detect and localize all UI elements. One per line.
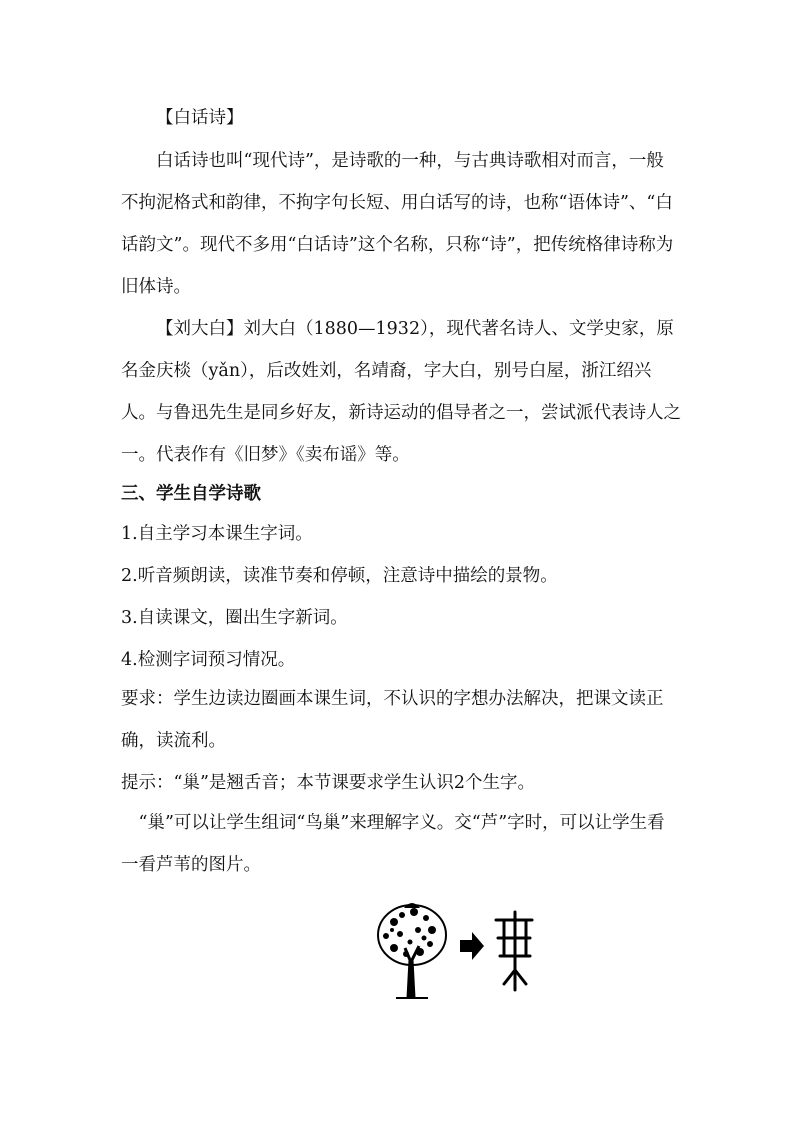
heading-baihua: 【白话诗】 [156, 108, 244, 128]
ancient-chao-glyph [496, 912, 532, 990]
arrow-right-icon [460, 932, 484, 960]
paragraph-liudabai [121, 308, 681, 476]
section-3-title: 三、学生自学诗歌 [121, 484, 261, 504]
tree-nest-to-glyph-image [372, 890, 542, 1000]
hint-text: 提示：“巢”是翘舌音；本节课要求学生认识2个生字。 [121, 773, 536, 793]
liudabai-tag: 【刘大白】 [156, 319, 244, 339]
step-1: 1.自主学习本课生字词。 [121, 524, 313, 544]
paragraph-baihua: 白话诗也叫“现代诗”，是诗歌的一种，与古典诗歌相对而言，一般不拘泥格式和韵律，不拘字句长短、用白话写的诗，也称“语体诗”、“白话韵文”。现代不多用“白话诗”这个名称，只称“诗”，把传统格律诗称为旧体诗。 [121, 151, 674, 297]
tree-with-nest-drawing [378, 903, 446, 998]
explain-text: “巢”可以让学生组词“鸟巢”来理解字义。交“芦”字时，可以让学生看一看芦苇的图片。 [121, 813, 665, 875]
requirement-text: 要求：学生边读边圈画本课生词，不认识的字想办法解决，把课文读正确，读流利。 [121, 689, 664, 751]
chao-character-illustration [372, 890, 542, 1000]
step-4: 4.检测字词预习情况。 [121, 650, 296, 670]
step-2: 2.听音频朗读，读准节奏和停顿，注意诗中描绘的景物。 [121, 566, 558, 586]
step-3: 3.自读课文，圈出生字新词。 [121, 608, 348, 628]
liudabai-text: 刘大白（1880—1932），现代著名诗人、文学史家，原名金庆棪（yǎn），后改姓刘，名靖裔，字大白，别号白屋，浙江绍兴人。与鲁迅先生是同乡好友，新诗运动的倡导者之一，尝试派代表诗人之一。代表作有《旧梦》《卖布谣》等。 [121, 319, 681, 465]
